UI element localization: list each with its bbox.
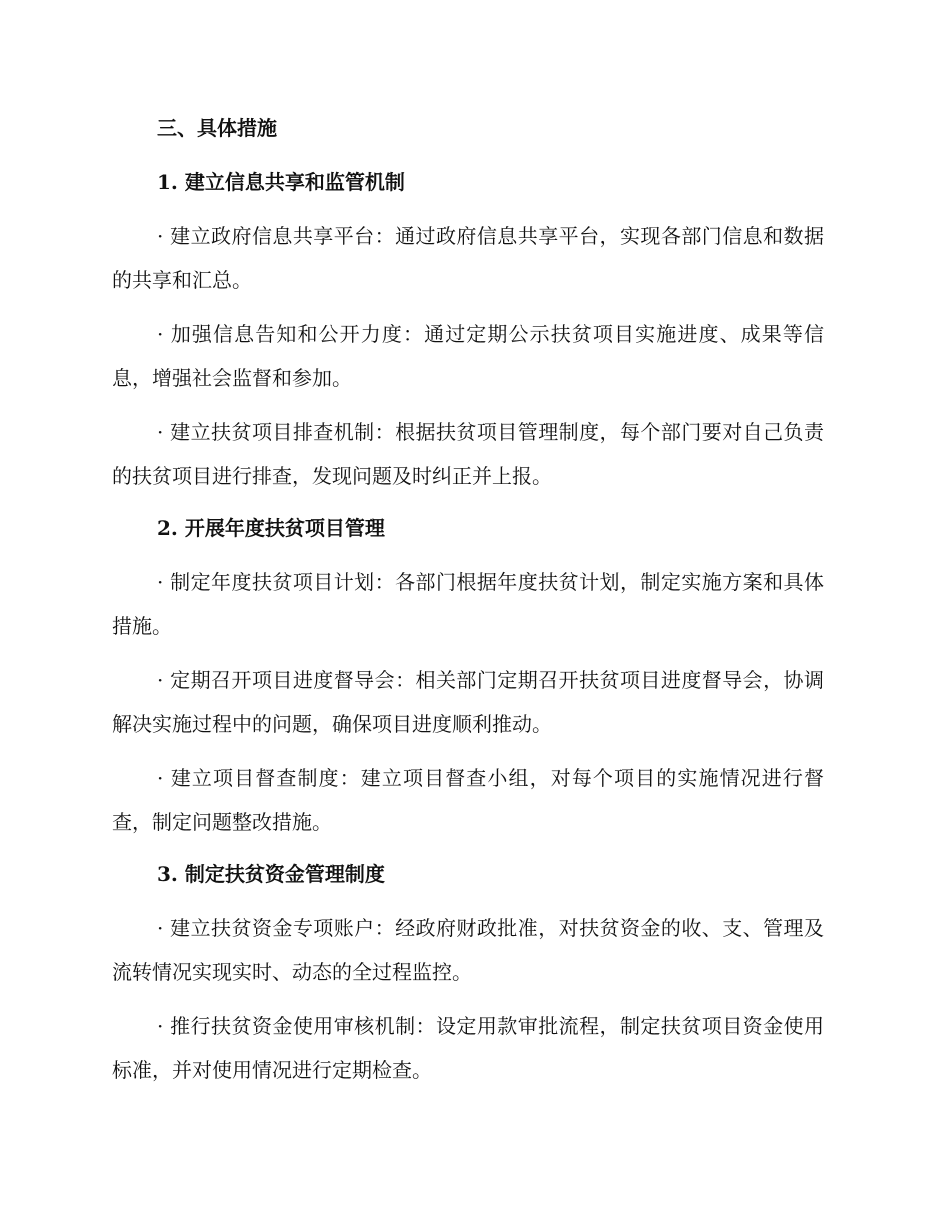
subsection-heading-3: 3. 制定扶贫资金管理制度 (157, 862, 385, 886)
list-item: · 推行扶贫资金使用审核机制：设定用款审批流程，制定扶贫项目资金使用标准，并对使用情况进行定期检查。 (112, 1014, 824, 1082)
list-item: · 建立扶贫资金专项账户：经政府财政批准，对扶贫资金的收、支、管理及流转情况实现实时、动态的全过程监控。 (112, 916, 824, 984)
list-item: · 建立政府信息共享平台：通过政府信息共享平台，实现各部门信息和数据的共享和汇总。 (112, 224, 824, 292)
list-item: · 建立扶贫项目排查机制：根据扶贫项目管理制度，每个部门要对自己负责的扶贫项目进行排查，发现问题及时纠正并上报。 (112, 420, 824, 488)
subsection-heading-2: 2. 开展年度扶贫项目管理 (157, 516, 385, 540)
list-item: · 制定年度扶贫项目计划：各部门根据年度扶贫计划，制定实施方案和具体措施。 (112, 570, 824, 638)
list-item: · 加强信息告知和公开力度：通过定期公示扶贫项目实施进度、成果等信息，增强社会监督和参加。 (112, 322, 824, 390)
list-item: · 建立项目督查制度：建立项目督查小组，对每个项目的实施情况进行督查，制定问题整改措施。 (112, 766, 824, 834)
document-page (112, 108, 824, 1102)
list-item: · 定期召开项目进度督导会：相关部门定期召开扶贫项目进度督导会，协调解决实施过程中的问题，确保项目进度顺利推动。 (112, 668, 824, 736)
subsection-heading-1: 1. 建立信息共享和监管机制 (157, 170, 405, 194)
section-title: 三、具体措施 (157, 116, 277, 140)
